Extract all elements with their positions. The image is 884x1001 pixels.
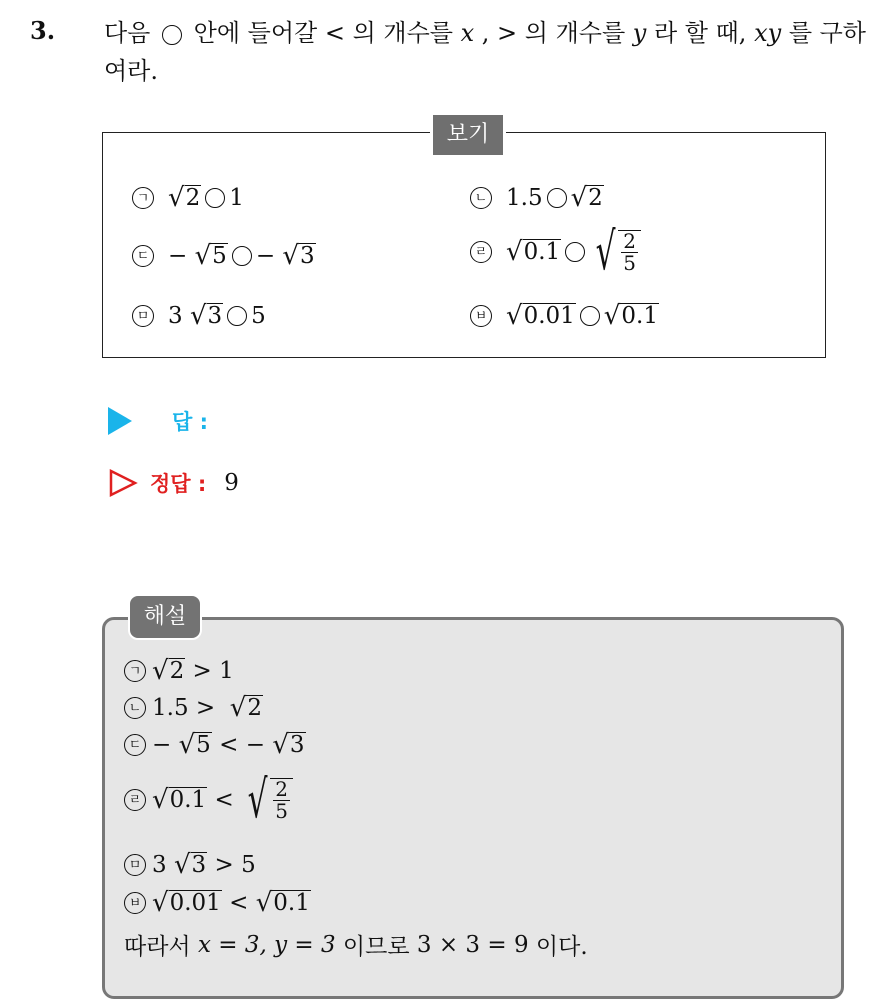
example-item-4: ㄹ √ 0.1 √ $\frac{2}{5}$ — [470, 226, 641, 278]
example-item-6: ㅂ √ 0.01 √ 0.1 — [470, 303, 659, 329]
correct-answer-label: 정답 : — [150, 472, 207, 496]
solution-line-4: ㄹ √ 0.1 < √ $\frac{2}{5}$ — [124, 774, 293, 826]
solution-line-1: ㄱ √ 2 > 1 — [124, 658, 234, 684]
correct-answer-value: 9 — [224, 470, 239, 496]
correct-answer-row — [108, 468, 239, 498]
blank-circle-icon — [565, 242, 585, 262]
example-item-5: ㅁ 3 √ 3 5 — [132, 303, 266, 329]
example-item-1: ㄱ √ 2 1 — [132, 185, 244, 211]
example-item-3: ㄷ − √ 5 − √ 3 — [132, 243, 316, 269]
answer-row — [108, 406, 208, 436]
blank-circle-icon — [547, 188, 567, 208]
example-box-title: 보기 — [430, 112, 506, 158]
blank-circle-icon — [205, 188, 225, 208]
solution-line-3: ㄷ − √ 5 < − √ 3 — [124, 732, 306, 758]
question-text: 다음 안에 들어갈 < 의 개수를 x , > 의 개수를 y 라 할 때, xy 를 구하여라. — [104, 19, 866, 85]
solution-line-5: ㅁ 3 √ 3 > 5 — [124, 852, 256, 878]
solution-conclusion: 따라서 x = 3, y = 3 이므로 3 × 3 = 9 이다. — [124, 931, 588, 960]
solution-title: 해설 — [128, 594, 202, 640]
blank-circle-icon — [162, 25, 182, 45]
play-arrow-icon — [108, 407, 132, 435]
answer-label: 답 : — [172, 410, 208, 434]
blank-circle-icon — [227, 306, 247, 326]
question-number: 3. — [30, 16, 56, 45]
blank-circle-icon — [232, 246, 252, 266]
solution-line-2: ㄴ 1.5 > √ 2 — [124, 695, 263, 721]
outline-triangle-icon — [108, 468, 138, 498]
blank-circle-icon — [580, 306, 600, 326]
solution-line-6: ㅂ √ 0.01 < √ 0.1 — [124, 890, 311, 916]
example-item-2: ㄴ 1.5 √ 2 — [470, 185, 604, 211]
